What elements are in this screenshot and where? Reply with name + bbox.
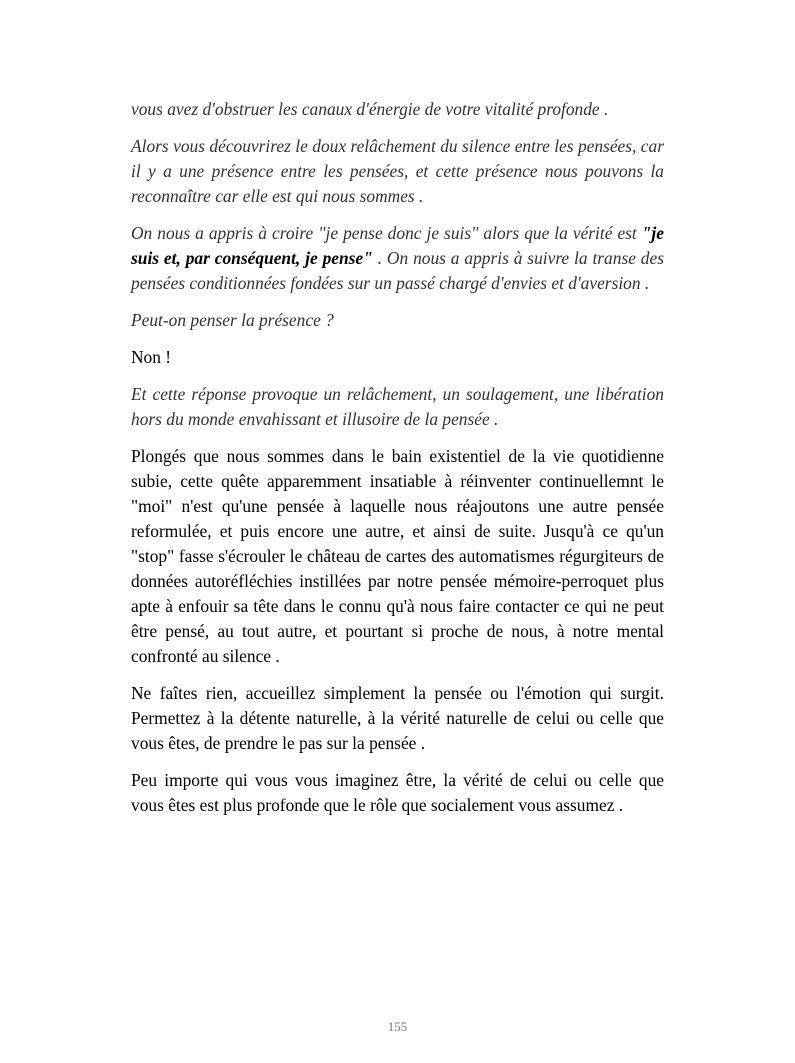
paragraph-3-bold-quote: "je suis et, par conséquent, je pense" xyxy=(131,223,664,268)
paragraph-6: Et cette réponse provoque un relâchement, un soulagement, une libération hors du monde envahissant et illusoire de la pensée . xyxy=(131,384,664,429)
paragraph-2: Alors vous découvrirez le doux relâchement du silence entre les pensées, car il y a une présence entre les pensées, et cette présence nous pouvons la reconnaître car elle est qui nous sommes . xyxy=(131,136,664,206)
paragraph-3-text-start: On nous a appris à croire "je pense donc je suis" alors que la vérité est xyxy=(131,223,642,243)
paragraph-8: Ne faîtes rien, accueillez simplement la pensée ou l'émotion qui surgit. Permettez à la détente naturelle, à la vérité naturelle de celui ou celle que vous êtes, de prendre le pas sur la pensée . xyxy=(131,683,664,753)
paragraph-9: Peu importe qui vous vous imaginez être, la vérité de celui ou celle que vous êtes est plus profonde que le rôle que socialement vous assumez . xyxy=(131,770,664,815)
paragraph-3-text-end: . On nous a appris à suivre la transe des pensées conditionnées fondées sur un passé chargé d'envies et d'aversion . xyxy=(131,248,664,293)
paragraph-3 xyxy=(131,221,664,296)
page-body xyxy=(131,97,664,830)
paragraph-7: Plongés que nous sommes dans le bain existentiel de la vie quotidienne subie, cette quête apparemment insatiable à réinventer continuellemnt le "moi" n'est qu'une pensée à laquelle nous réajoutons une autre pensée reformulée, et puis encore une autre, et ainsi de suite. Jusqu'à ce qu'un "stop" fasse s'écrouler le château de cartes des automatismes régurgiteurs de données autoréfléchies instillées par notre pensée mémoire-perroquet plus apte à enfouir sa tête dans le connu qu'à nous faire contacter ce qui ne peut être pensé, au tout autre, et pourtant si proche de nous, à notre mental confronté au silence . xyxy=(131,446,664,666)
paragraph-1: vous avez d'obstruer les canaux d'énergie de votre vitalité profonde . xyxy=(131,99,609,119)
page-number: 155 xyxy=(387,1019,408,1034)
paragraph-4-question: Peut-on penser la présence ? xyxy=(131,310,334,330)
paragraph-5-answer: Non ! xyxy=(131,347,172,367)
